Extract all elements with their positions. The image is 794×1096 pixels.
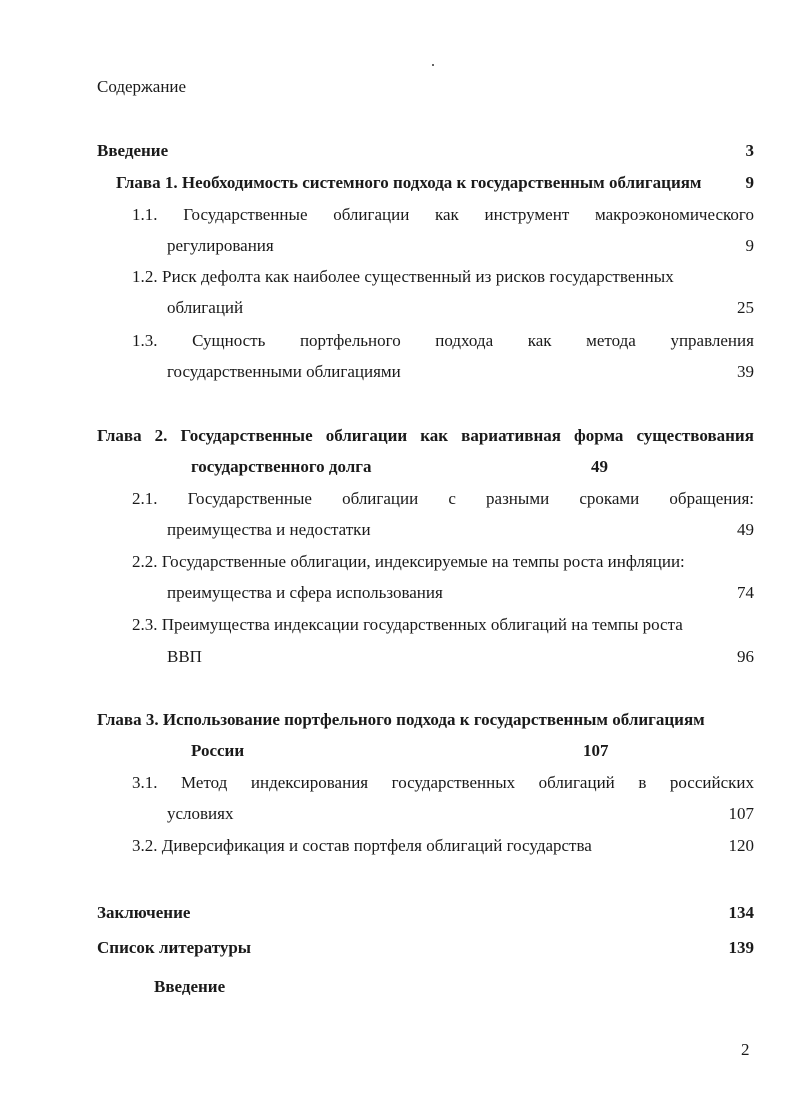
toc-ch1-title: Глава 1. Необходимость системного подхода к государственным облигациям [116,173,702,192]
toc-intro-page: 3 [745,141,754,160]
toc-s12-line2: облигаций [167,298,244,317]
toc-s23-line1: 2.3. Преимущества индексации государственных облигаций на темпы роста [132,615,683,634]
intro-heading: Введение [154,977,226,996]
toc-s12-page: 25 [737,298,754,317]
toc-s22-line1: 2.2. Государственные облигации, индексируемые на темпы роста инфляции: [132,552,685,571]
page-number: 2 [741,1040,750,1059]
toc-ch2-page: 49 [591,457,608,476]
toc-s31-line2: условиях [167,804,234,823]
toc-s11-line2: регулирования [167,236,274,255]
toc-s12-line1: 1.2. Риск дефолта как наиболее существенный из рисков государственных [132,267,674,286]
toc-s22-page: 74 [737,583,754,602]
toc-ch2-line1: Глава 2. Государственные облигации как вариативная форма существования [97,426,754,445]
toc-s11-line1: 1.1. Государственные облигации как инструмент макроэкономического [132,205,754,224]
toc-conclusion-label: Заключение [97,903,191,922]
toc-s23-page: 96 [737,647,754,666]
toc-ch3-line1: Глава 3. Использование портфельного подхода к государственным облигациям [97,710,705,729]
toc-s22-line2: преимущества и сфера использования [167,583,443,602]
toc-s13-page: 39 [737,362,754,381]
toc-ch2-line2: государственного долга [191,457,372,476]
toc-s23-line2: ВВП [167,647,202,666]
toc-s13-line1: 1.3. Сущность портфельного подхода как метода управления [132,331,754,350]
toc-ch3-line2: России [191,741,245,760]
toc-s11-page: 9 [745,236,754,255]
toc-s32-page: 120 [728,836,754,855]
toc-refs-page: 139 [728,938,754,957]
toc-s31-line1: 3.1. Метод индексирования государственных облигаций в российских [132,773,754,792]
toc-ch1-page: 9 [745,173,754,192]
toc-intro-label: Введение [97,141,169,160]
speck-mark [432,64,434,66]
toc-title: Содержание [97,77,187,96]
toc-s13-line2: государственными облигациями [167,362,401,381]
toc-ch3-page: 107 [583,741,609,760]
toc-s31-page: 107 [728,804,754,823]
toc-refs-label: Список литературы [97,938,252,957]
toc-s32-line1: 3.2. Диверсификация и состав портфеля облигаций государства [132,836,592,855]
toc-s21-line2: преимущества и недостатки [167,520,371,539]
toc-conclusion-page: 134 [728,903,754,922]
toc-s21-page: 49 [737,520,754,539]
toc-s21-line1: 2.1. Государственные облигации с разными сроками обращения: [132,489,754,508]
